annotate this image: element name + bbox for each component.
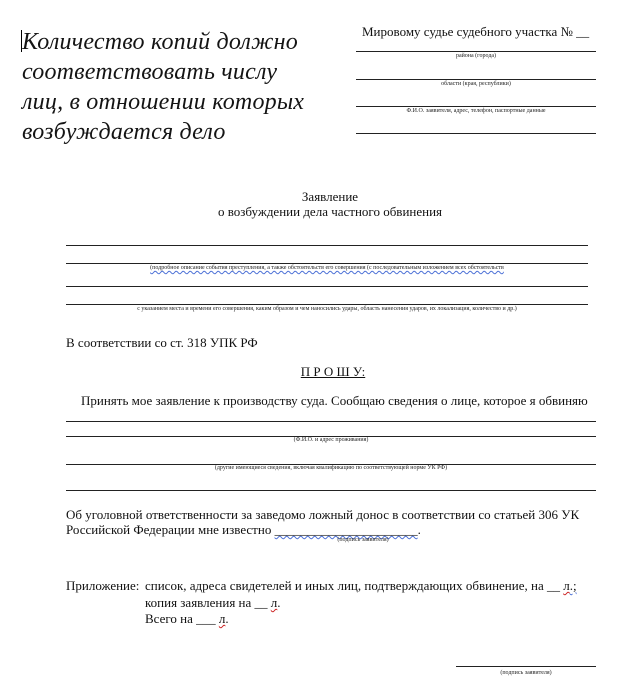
attachments-total-unit: л (218, 611, 226, 626)
attachment-item-1-suffix: .; (569, 578, 577, 593)
liability-line-2-end: . (417, 522, 421, 537)
liability-line-1: Об уголовной ответственности за заведомо ложный донос в соответствии со статьей 306 УК (66, 507, 580, 522)
document-title: Заявление (301, 189, 359, 204)
final-signature-line (456, 666, 596, 667)
description-line-4 (66, 304, 588, 305)
accused-caption-other: (другие имеющиеся сведения, включая квалификацию по соответствующей норме УК РФ) (214, 465, 448, 471)
attachment-item-2-suffix: . (277, 595, 281, 610)
copies-note-line-2: соответствовать числу (22, 59, 278, 85)
final-signature-caption: (подпись заявителя) (500, 670, 552, 676)
liability-line-2 (66, 522, 421, 538)
attachment-item-1 (145, 578, 577, 594)
document-subtitle: о возбуждении дела частного обвинения (217, 204, 443, 219)
legal-basis: В соответствии со ст. 318 УПК РФ (66, 335, 258, 350)
liability-signature-blank: ______________________ (274, 522, 418, 537)
description-line-2 (66, 263, 588, 264)
copies-note-line-4: возбуждается дело (22, 119, 226, 145)
description-caption-2: с указанием места и времени его совершения, каким образом и чем наносились удары, область нанесения ударов, их локализация, количество и др.) (137, 306, 517, 312)
attachment-item-2-unit: л (270, 595, 278, 610)
description-caption-1 (66, 265, 588, 272)
copies-note-line-3: лиц, в отношении которых (22, 89, 305, 115)
attachment-item-1-unit: л (563, 578, 570, 593)
applicant-line (356, 106, 596, 107)
district-line (356, 51, 596, 52)
attachment-item-2 (145, 595, 281, 611)
applicant-caption: Ф.И.О. заявителя, адрес, телефон, паспортные данные (406, 108, 546, 114)
request-heading: П Р О Ш У: (300, 364, 366, 379)
attachment-item-2-text: копия заявления на __ (145, 595, 271, 610)
liability-line-2-prefix: Российской Федерации мне известно (66, 522, 272, 537)
attachment-item-1-text: список, адреса свидетелей и иных лиц, подтверждающих обвинение, на __ (145, 578, 564, 593)
accused-line-1 (66, 421, 596, 422)
accused-caption-fio: (Ф.И.О. и адрес проживания) (293, 437, 369, 443)
region-line (356, 79, 596, 80)
applicant-line-2 (356, 133, 596, 134)
attachments-label: Приложение: (66, 578, 140, 593)
attachments-total-text: Всего на ___ (145, 611, 219, 626)
description-caption-1-text: (подробное описание события преступления, а также обстоятельств его совершения (с последовательным изложением всех обстоятельств (150, 265, 504, 271)
copies-note-line-1: Количество копий должно (22, 29, 298, 55)
description-line-1 (66, 245, 588, 246)
region-caption: области (края, республики) (441, 81, 511, 87)
attachments-total (145, 611, 229, 627)
description-line-3 (66, 286, 588, 287)
attachments-total-suffix: . (225, 611, 229, 626)
liability-signature-caption: (подпись заявителя) (337, 537, 389, 543)
request-text: Принять мое заявление к производству суда. Сообщаю сведения о лице, которое я обвиняю (81, 393, 588, 408)
district-caption: района (города) (455, 53, 497, 59)
addressee-heading: Мировому судье судебного участка № __ (362, 24, 590, 39)
accused-line-4 (66, 490, 596, 491)
